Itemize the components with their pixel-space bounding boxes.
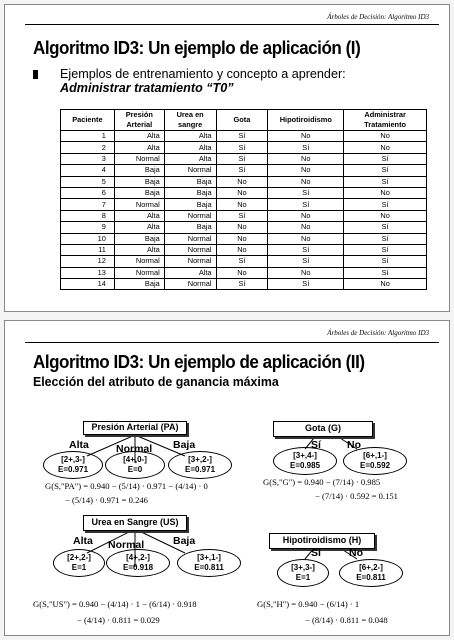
col-header-presion: Presión Arterial <box>114 110 164 131</box>
us-gain-formula-line2: − (4/14) · 0.811 = 0.029 <box>77 615 160 625</box>
table-cell: Sí <box>216 256 268 267</box>
table-cell: 12 <box>61 256 115 267</box>
table-cell: Sí <box>344 199 427 210</box>
us-branch-baja: Baja <box>173 535 196 547</box>
table-cell: No <box>268 210 344 221</box>
gota-gain-formula-line2: − (7/14) · 0.592 = 0.151 <box>315 491 398 501</box>
table-row <box>61 279 427 290</box>
table-cell: Normal <box>164 210 216 221</box>
us-branch-alta: Alta <box>73 535 93 547</box>
table-cell: No <box>344 187 427 198</box>
bullet-concept: Administrar tratamiento “T0” <box>60 81 234 95</box>
table-cell: 11 <box>61 244 115 255</box>
h-leaf-no: [6+,2-] E=0.811 <box>339 559 403 587</box>
table-cell: 4 <box>61 165 115 176</box>
table-row <box>61 222 427 233</box>
table-cell: 14 <box>61 279 115 290</box>
table-cell: No <box>216 222 268 233</box>
us-leaf-alta: [2+,2-] E=1 <box>53 549 105 577</box>
table-cell: Baja <box>164 222 216 233</box>
slide-subtitle: Elección del atributo de ganancia máxima <box>33 374 279 389</box>
table-cell: Sí <box>216 279 268 290</box>
table-cell: Normal <box>114 256 164 267</box>
pa-leaf-baja: [3+,2-] E=0.971 <box>168 451 232 479</box>
table-cell: Sí <box>344 267 427 278</box>
table-row <box>61 142 427 153</box>
h-gain-formula-line1: G(S,"H") = 0.940 − (6/14) · 1 <box>257 599 360 609</box>
pa-branch-normal: Normal <box>116 443 153 455</box>
pa-attribute-box: Presión Arterial (PA) <box>83 421 187 435</box>
table-cell: Alta <box>164 131 216 142</box>
table-cell: Sí <box>268 279 344 290</box>
table-row <box>61 233 427 244</box>
col-header-paciente: Paciente <box>61 110 115 131</box>
h-branch-si: Sí <box>311 547 321 559</box>
table-cell: Normal <box>164 165 216 176</box>
pa-branch-alta: Alta <box>69 439 89 451</box>
pa-gain-formula-line1: G(S,"PA") = 0.940 − (5/14) · 0.971 − (4/14) · 0 <box>45 481 208 491</box>
table-cell: Sí <box>268 187 344 198</box>
table-cell: 2 <box>61 142 115 153</box>
slide-title: Algoritmo ID3: Un ejemplo de aplicación (II) <box>33 351 365 372</box>
table-cell: No <box>268 165 344 176</box>
table-cell: Sí <box>268 244 344 255</box>
table-cell: Alta <box>164 267 216 278</box>
table-cell: Sí <box>268 199 344 210</box>
table-cell: Alta <box>164 153 216 164</box>
table-row <box>61 187 427 198</box>
pa-gain-formula-line2: − (5/14) · 0.971 = 0.246 <box>65 495 148 505</box>
table-cell: 6 <box>61 187 115 198</box>
table-cell: No <box>344 279 427 290</box>
table-cell: 1 <box>61 131 115 142</box>
table-cell: Baja <box>164 187 216 198</box>
table-cell: Sí <box>216 165 268 176</box>
slide-2 <box>4 320 450 636</box>
header-rule <box>25 24 439 25</box>
table-cell: Normal <box>114 267 164 278</box>
table-body <box>61 131 427 290</box>
table-row <box>61 210 427 221</box>
table-cell: Normal <box>114 153 164 164</box>
h-attribute-box: Hipotiroidismo (H) <box>269 533 375 549</box>
gota-branch-si: Sí <box>311 439 321 451</box>
gota-gain-formula-line1: G(S,"G") = 0.940 − (7/14) · 0.985 <box>263 477 381 487</box>
table-cell: No <box>216 233 268 244</box>
col-header-tratamiento: Administrar Tratamiento <box>344 110 427 131</box>
table-cell: 9 <box>61 222 115 233</box>
us-branch-normal: Normal <box>108 539 145 551</box>
table-row <box>61 153 427 164</box>
table-cell: Alta <box>114 142 164 153</box>
table-cell: Normal <box>164 279 216 290</box>
pa-branch-baja: Baja <box>173 439 196 451</box>
table-cell: Normal <box>164 256 216 267</box>
col-header-urea: Urea en sangre <box>164 110 216 131</box>
table-cell: Sí <box>216 153 268 164</box>
table-cell: Sí <box>216 142 268 153</box>
table-cell: No <box>216 176 268 187</box>
table-cell: No <box>268 176 344 187</box>
table-cell: Sí <box>268 256 344 267</box>
slide-title: Algoritmo ID3: Un ejemplo de aplicación (I) <box>33 37 361 58</box>
pa-leaf-alta: [2+,3-] E=0.971 <box>43 451 103 479</box>
table-cell: Baja <box>164 176 216 187</box>
running-header: Árboles de Decisión: Algoritmo ID3 <box>327 329 429 337</box>
slide-1 <box>4 4 450 312</box>
table-row <box>61 199 427 210</box>
us-leaf-baja: [3+,1-] E=0.811 <box>177 549 241 577</box>
running-header: Árboles de Decisión: Algoritmo ID3 <box>327 13 429 21</box>
table-cell: No <box>344 210 427 221</box>
bullet-icon <box>33 70 38 79</box>
table-cell: No <box>344 131 427 142</box>
col-header-hipotiroidismo: Hipotiroidismo <box>268 110 344 131</box>
table-cell: No <box>268 233 344 244</box>
table-row <box>61 176 427 187</box>
table-cell: Sí <box>216 210 268 221</box>
h-branch-no: No <box>349 547 363 559</box>
table-cell: Alta <box>114 222 164 233</box>
gota-branch-no: No <box>347 439 361 451</box>
table-cell: No <box>216 187 268 198</box>
table-cell: Sí <box>344 176 427 187</box>
table-cell: Sí <box>216 131 268 142</box>
gota-leaf-si: [3+,4-] E=0.985 <box>273 447 337 475</box>
table-cell: Baja <box>114 165 164 176</box>
table-cell: Baja <box>114 187 164 198</box>
table-cell: Alta <box>164 142 216 153</box>
table-row <box>61 244 427 255</box>
us-gain-formula-line1: G(S,"US") = 0.940 − (4/14) · 1 − (6/14) · 0.918 <box>33 599 197 609</box>
training-table <box>60 109 427 290</box>
table-cell: Baja <box>114 233 164 244</box>
table-cell: No <box>268 267 344 278</box>
table-cell: 10 <box>61 233 115 244</box>
table-cell: No <box>268 222 344 233</box>
table-cell: Alta <box>114 210 164 221</box>
h-leaf-si: [3+,3-] E=1 <box>277 559 329 587</box>
us-attribute-box: Urea en Sangre (US) <box>83 515 187 531</box>
table-cell: Sí <box>344 153 427 164</box>
table-cell: Normal <box>164 233 216 244</box>
table-cell: Normal <box>114 199 164 210</box>
table-cell: No <box>216 244 268 255</box>
table-cell: No <box>216 199 268 210</box>
table-cell: Sí <box>344 244 427 255</box>
gota-attribute-box: Gota (G) <box>273 421 373 437</box>
table-cell: 13 <box>61 267 115 278</box>
table-header-row <box>61 110 427 131</box>
table-row <box>61 267 427 278</box>
table-cell: Alta <box>114 131 164 142</box>
pa-leaf-normal: [4+,0-] E=0 <box>105 451 165 479</box>
bullet-text: Ejemplos de entrenamiento y concepto a aprender: <box>60 67 346 81</box>
table-cell: Sí <box>344 165 427 176</box>
table-row <box>61 165 427 176</box>
table-cell: Sí <box>268 142 344 153</box>
table-cell: Sí <box>344 256 427 267</box>
table-cell: Baja <box>114 176 164 187</box>
table-cell: Sí <box>344 233 427 244</box>
table-cell: Sí <box>344 222 427 233</box>
table-cell: Normal <box>164 244 216 255</box>
table-cell: 7 <box>61 199 115 210</box>
us-leaf-normal: [4+,2-] E=0.918 <box>106 549 170 577</box>
table-cell: No <box>344 142 427 153</box>
table-cell: Baja <box>164 199 216 210</box>
table-cell: 3 <box>61 153 115 164</box>
table-row <box>61 256 427 267</box>
table-cell: No <box>216 267 268 278</box>
h-gain-formula-line2: − (8/14) · 0.811 = 0.048 <box>305 615 388 625</box>
table-cell: No <box>268 153 344 164</box>
col-header-gota: Gota <box>216 110 268 131</box>
table-cell: Baja <box>114 279 164 290</box>
table-cell: No <box>268 131 344 142</box>
table-cell: 5 <box>61 176 115 187</box>
table-cell: Alta <box>114 244 164 255</box>
table-row <box>61 131 427 142</box>
table-cell: 8 <box>61 210 115 221</box>
gota-leaf-no: [6+,1-] E=0.592 <box>343 447 407 475</box>
